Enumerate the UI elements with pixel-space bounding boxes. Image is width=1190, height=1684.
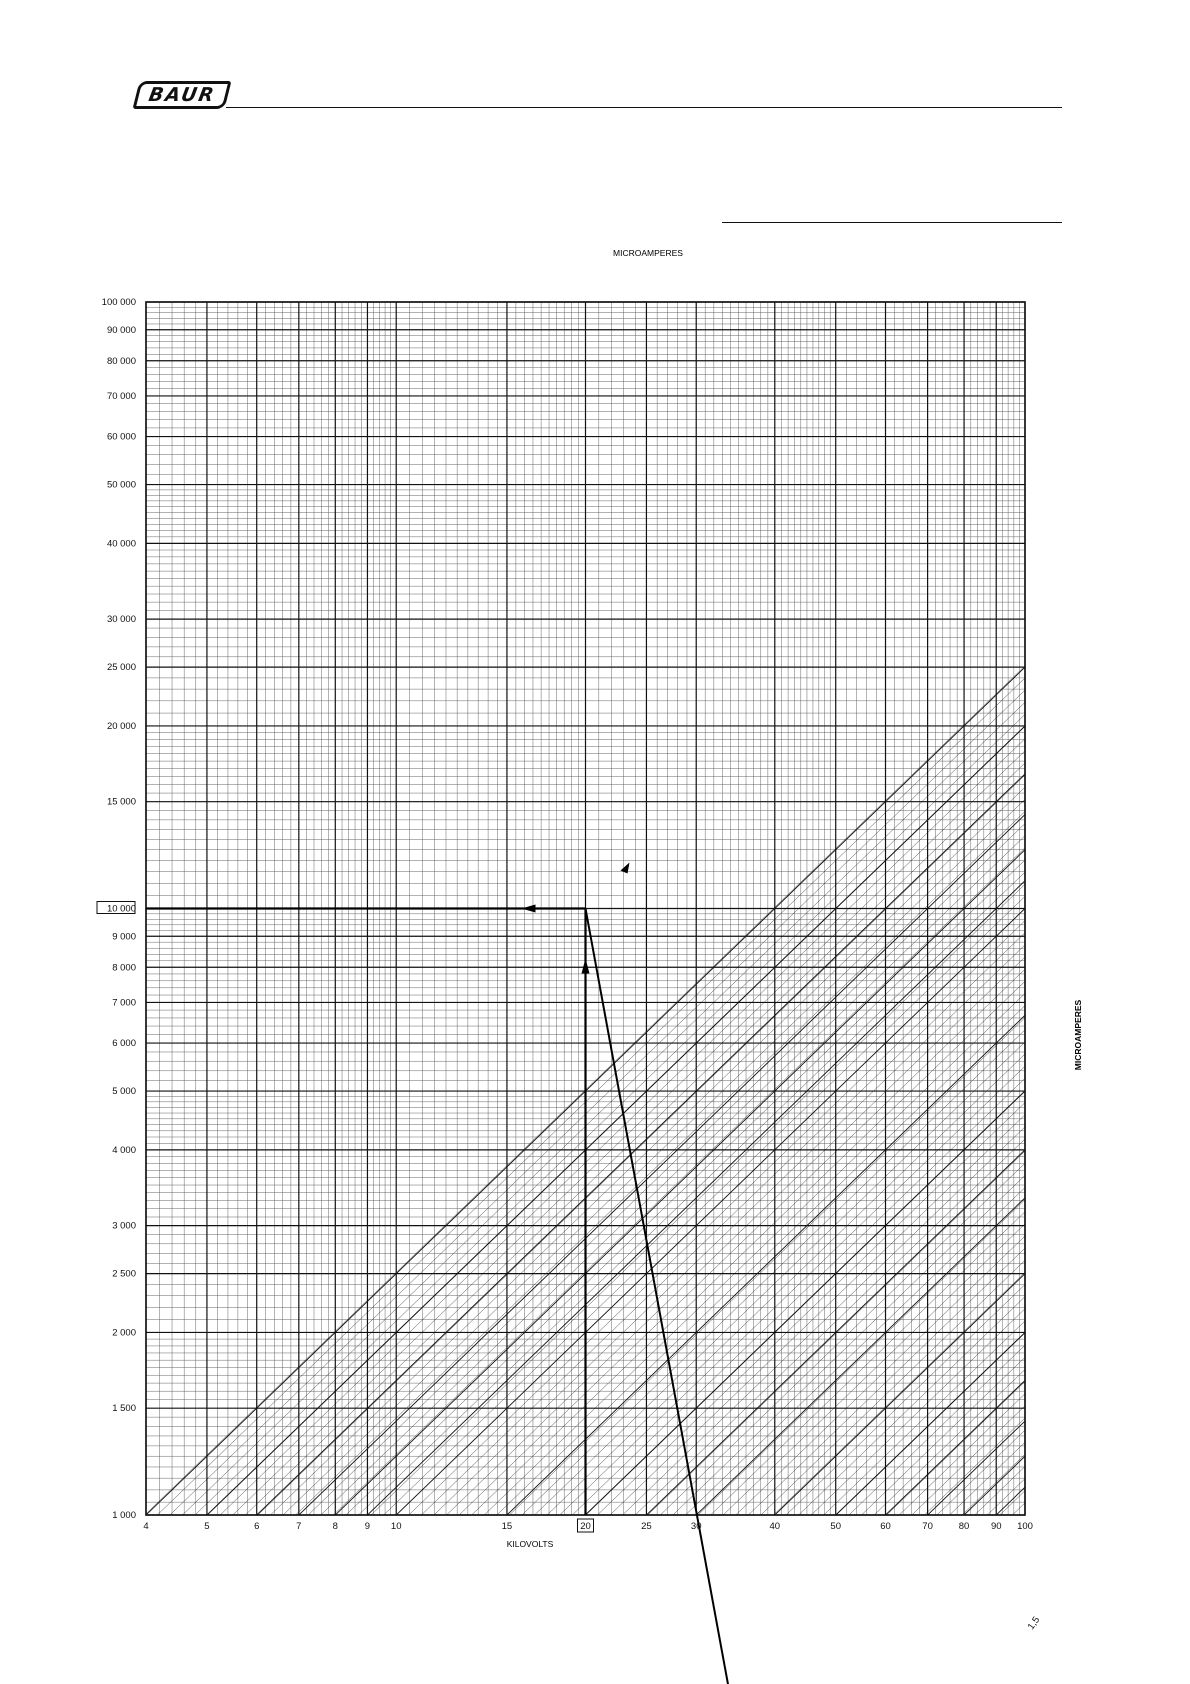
y-tick-label: 40 000 xyxy=(106,538,136,550)
y-tick-label: 30 000 xyxy=(106,614,136,626)
y-tick-label: 15 000 xyxy=(106,796,136,808)
y-tick-label: 90 000 xyxy=(106,324,136,336)
minor-current-diagonal xyxy=(146,1612,1025,1684)
x-tick-label: 60 xyxy=(880,1521,891,1532)
minor-current-diagonal xyxy=(146,1636,1025,1684)
x-tick-label: 30 xyxy=(690,1521,702,1532)
y-tick-label: 2 000 xyxy=(112,1327,136,1339)
y-tick-label: 1 000 xyxy=(112,1510,136,1521)
y-tick-label: 9 000 xyxy=(112,931,136,943)
minor-current-diagonal xyxy=(146,1624,1025,1684)
x-tick-label: 90 xyxy=(990,1521,1002,1532)
x-tick-label: 10 xyxy=(390,1521,402,1532)
y-tick-label: 8 000 xyxy=(112,962,136,974)
x-tick-label: 15 xyxy=(501,1521,513,1532)
minor-current-diagonal xyxy=(146,1539,1025,1684)
y-tick-label: 4 000 xyxy=(112,1144,136,1156)
x-tick-label: 9 xyxy=(364,1521,371,1532)
y-tick-label: 3 000 xyxy=(112,1220,136,1232)
minor-current-diagonal xyxy=(146,1527,1025,1684)
x-tick-label: 80 xyxy=(958,1521,970,1532)
minor-current-diagonal xyxy=(146,1551,1025,1684)
y-tick-label: 5 000 xyxy=(112,1086,136,1098)
y-tick-label: 1 500 xyxy=(112,1403,136,1415)
minor-current-diagonal xyxy=(146,1673,1025,1684)
x-tick-label: 6 xyxy=(254,1521,260,1532)
y-tick-label: 2 500 xyxy=(112,1268,136,1280)
minor-current-diagonal xyxy=(146,1600,1025,1684)
x-tick-label: 4 xyxy=(143,1521,149,1532)
current-diagonal xyxy=(146,1515,1025,1684)
example-diagonal-line xyxy=(586,909,775,1684)
x-axis-label: KILOVOLTS xyxy=(506,1539,554,1549)
x-tick-label: 70 xyxy=(922,1521,933,1532)
x-tick-label: 5 xyxy=(204,1521,210,1532)
x-tick-label: 40 xyxy=(769,1521,781,1532)
minor-current-diagonal xyxy=(146,1588,1025,1684)
x-tick-label: 50 xyxy=(830,1521,842,1532)
y-tick-label: 70 000 xyxy=(106,390,136,402)
x-axis-ticks xyxy=(143,1519,1033,1532)
y-tick-label: 10 000 xyxy=(106,903,136,915)
y-tick-label: 6 000 xyxy=(112,1038,136,1050)
y-tick-label: 7 000 xyxy=(112,997,136,1009)
example-arrow-left xyxy=(522,905,536,913)
current-diagonal xyxy=(146,1487,1025,1684)
x-tick-label: 8 xyxy=(332,1521,338,1532)
logo-text: BAUR xyxy=(146,84,218,106)
minor-current-diagonal xyxy=(146,1515,1025,1684)
top-axis-label: MICROAMPERES xyxy=(613,248,683,258)
y-tick-label: 50 000 xyxy=(106,479,136,491)
right-current-label: 1,5 xyxy=(1025,1614,1043,1632)
x-tick-label: 20 xyxy=(580,1521,591,1532)
y-tick-label: 60 000 xyxy=(106,431,136,443)
x-tick-label: 7 xyxy=(296,1521,302,1532)
minor-current-diagonal xyxy=(146,1661,1025,1684)
y-tick-label: 100 000 xyxy=(101,297,136,308)
minor-current-diagonal xyxy=(146,1648,1025,1684)
y-tick-label: 80 000 xyxy=(106,355,136,367)
minor-current-diagonal xyxy=(146,1576,1025,1684)
right-current-ticks xyxy=(1025,1615,1045,1684)
current-diagonal xyxy=(146,1622,1025,1684)
minor-current-diagonal xyxy=(146,1491,1025,1684)
minor-current-diagonal xyxy=(146,1564,1025,1684)
y-tick-label: 20 000 xyxy=(106,720,136,732)
x-tick-label: 100 xyxy=(1017,1521,1033,1532)
x-tick-label: 25 xyxy=(641,1521,652,1532)
right-axis-label: MICROAMPERES xyxy=(1073,999,1083,1071)
y-axis-ticks xyxy=(97,297,136,1521)
y-tick-label: 25 000 xyxy=(106,662,136,674)
